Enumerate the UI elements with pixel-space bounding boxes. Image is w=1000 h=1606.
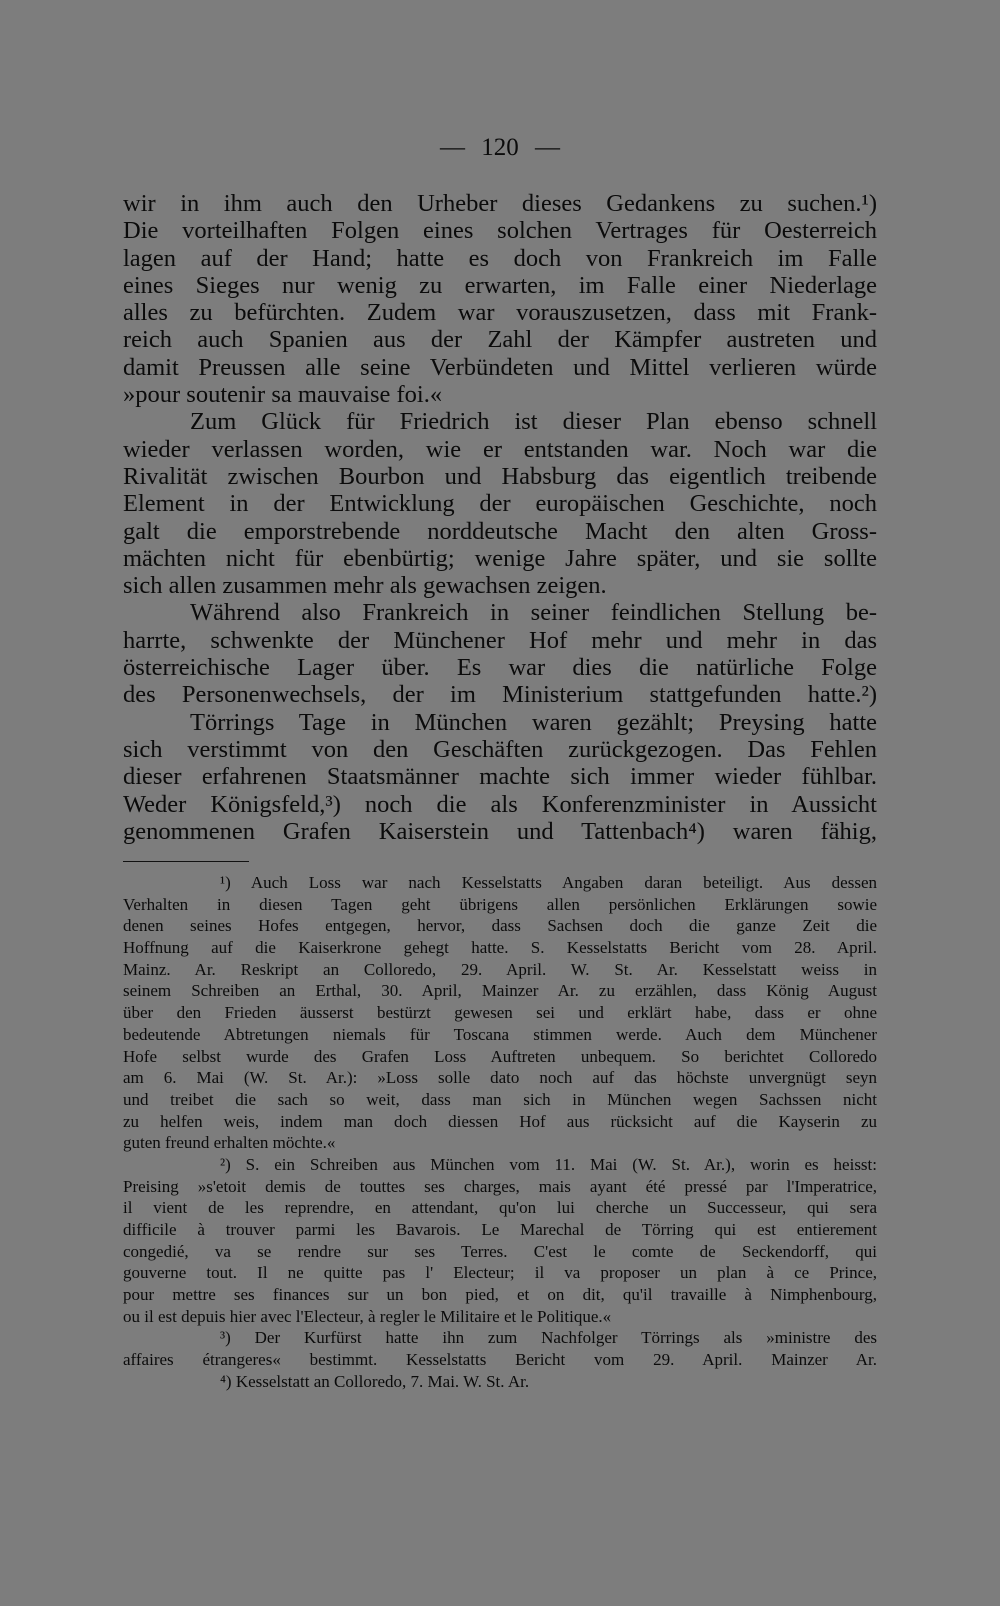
body-line: österreichische Lager über. Es war dies die natürliche Folge (123, 654, 877, 682)
footnote-line: gouverne tout. Il ne quitte pas l' Electeur; il va proposer un plan à ce Prince, (123, 1263, 877, 1283)
body-line: dieser erfahrenen Staatsmänner machte sich immer wieder fühlbar. (123, 763, 877, 791)
footnote-line: ⁴) Kesselstatt an Colloredo, 7. Mai. W. St. Ar. (220, 1371, 530, 1391)
body-line: Zum Glück für Friedrich ist dieser Plan ebenso schnell (190, 408, 877, 436)
body-line: wieder verlassen worden, wie er entstanden war. Noch war die (123, 435, 877, 463)
body-line: genommenen Grafen Kaiserstein und Tattenbach⁴) waren fähig, (123, 817, 877, 845)
body-line: »pour soutenir sa mauvaise foi.« (123, 381, 443, 409)
body-line: lagen auf der Hand; hatte es doch von Frankreich im Falle (123, 244, 877, 272)
footnote-line: seinem Schreiben an Erthal, 30. April, Mainzer Ar. zu erzählen, dass König August (123, 981, 877, 1001)
main-text (123, 190, 877, 845)
footnote-line: congedié, va se rendre sur ses Terres. C'est le comte de Seckendorff, qui (123, 1241, 877, 1261)
footnote-line: Mainz. Ar. Reskript an Colloredo, 29. April. W. St. Ar. Kesselstatt weiss in (123, 959, 877, 979)
footnote-line: difficile à trouver parmi les Bavarois. Le Marechal de Törring qui est entierement (123, 1220, 877, 1239)
body-line: Weder Königsfeld,³) noch die als Konferenzminister in Aussicht (123, 790, 877, 818)
footnote-line: Hofe selbst wurde des Grafen Loss Auftreten unbequem. So berichtet Colloredo (123, 1046, 877, 1066)
body-line: Rivalität zwischen Bourbon und Habsburg das eigentlich treibende (123, 462, 877, 490)
body-line: reich auch Spanien aus der Zahl der Kämpfer austreten und (123, 326, 877, 354)
footnote-line: pour mettre ses finances sur un bon pied, et on dit, qu'il travaille à Nimphenbourg, (123, 1285, 877, 1305)
footnote-line: Hoffnung auf die Kaiserkrone gehegt hatte. S. Kesselstatts Bericht vom 28. April. (123, 938, 877, 958)
body-line: Törrings Tage in München waren gezählt; Preysing hatte (190, 708, 877, 736)
footnote-line: affaires étrangeres« bestimmt. Kesselstatts Bericht vom 29. April. Mainzer Ar. (123, 1350, 877, 1370)
footnote-line: Preising »s'etoit demis de touttes ses charges, mais ayant été pressé par l'Imperatrice, (123, 1176, 877, 1196)
body-line: des Personenwechsels, der im Ministerium stattgefunden hatte.²) (123, 681, 877, 709)
body-line: Element in der Entwicklung der europäischen Geschichte, noch (123, 490, 877, 518)
body-line: damit Preussen alle seine Verbündeten und Mittel verlieren würde (123, 353, 877, 381)
footnote-line: bedeutende Abtretungen niemals für Toscana stimmen werde. Auch dem Münchener (123, 1024, 877, 1044)
footnote-line: ¹) Auch Loss war nach Kesselstatts Angaben daran beteiligt. Aus dessen (220, 873, 877, 892)
footnote-line: Verhalten in diesen Tagen geht übrigens allen persönlichen Erklärungen sowie (123, 894, 877, 914)
body-line: Die vorteilhaften Folgen eines solchen Vertrages für Oesterreich (123, 217, 877, 245)
body-line: eines Sieges nur wenig zu erwarten, im Falle einer Niederlage (123, 271, 877, 299)
body-line: sich allen zusammen mehr als gewachsen zeigen. (123, 572, 607, 600)
footnotes (123, 872, 877, 1393)
body-line: galt die emporstrebende norddeutsche Macht den alten Gross- (123, 517, 877, 545)
footnote-line: guten freund erhalten möchte.« (123, 1133, 336, 1153)
body-line: Während also Frankreich in seiner feindlichen Stellung be- (190, 599, 877, 627)
body-line: harrte, schwenkte der Münchener Hof mehr und mehr in das (123, 626, 877, 654)
body-line: mächten nicht für ebenbürtig; wenige Jahre später, und sie sollte (123, 544, 877, 572)
footnote-line: ou il est depuis hier avec l'Electeur, à regler le Militaire et le Politique.« (123, 1306, 612, 1326)
footnote-line: ³) Der Kurfürst hatte ihn zum Nachfolger Törrings als »ministre des (220, 1328, 877, 1348)
body-line: sich verstimmt von den Geschäften zurückgezogen. Das Fehlen (123, 735, 877, 763)
footnote-line: denen seines Hofes entgegen, hervor, dass Sachsen doch die ganze Zeit die (123, 916, 877, 936)
body-line: alles zu befürchten. Zudem war vorauszusetzen, dass mit Frank- (123, 299, 877, 327)
footnote-line: ²) S. ein Schreiben aus München vom 11. Mai (W. St. Ar.), worin es heisst: (220, 1154, 877, 1174)
footnote-line: zu helfen weis, indem man doch diessen Hof aus rücksicht auf die Kayserin zu (123, 1111, 877, 1131)
footnote-line: und treibet die sach so weit, dass man sich in München wegen Sachssen nicht (123, 1089, 877, 1109)
footnote-line: über den Frieden äusserst bestürzt gewesen sei und erklärt habe, dass er ohne (123, 1003, 877, 1023)
footnote-separator (123, 861, 249, 862)
footnote-line: il vient de les reprendre, en attendant, qu'on lui cherche un Successeur, qui sera (123, 1198, 877, 1218)
footnote-line: am 6. Mai (W. St. Ar.): »Loss solle dato noch auf das höchste unvergnügt seyn (123, 1068, 877, 1088)
body-line: wir in ihm auch den Urheber dieses Gedankens zu suchen.¹) (123, 190, 877, 217)
page-number: — 120 — (440, 134, 560, 161)
